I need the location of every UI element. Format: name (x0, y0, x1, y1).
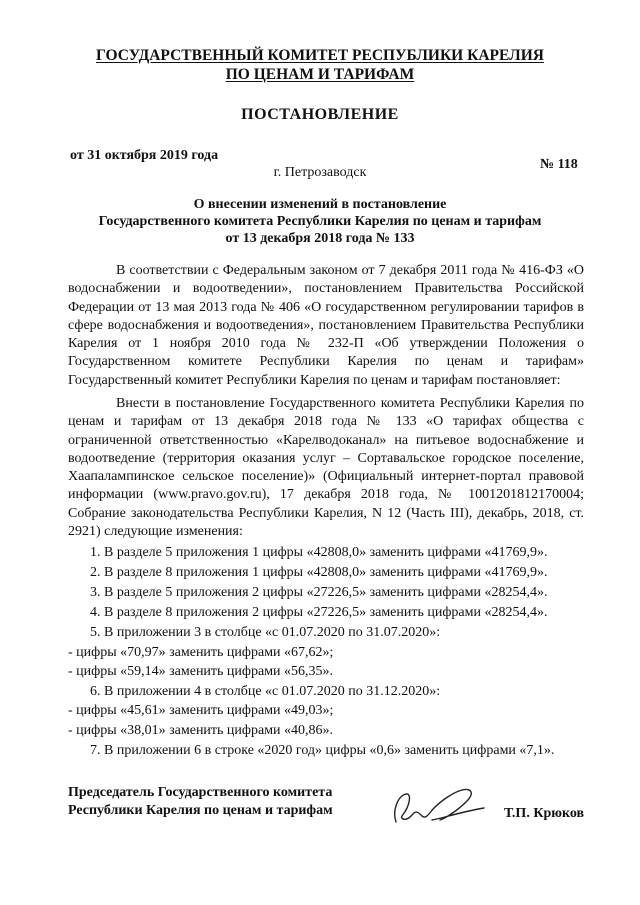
preamble-paragraph: В соответствии с Федеральным законом от 7 декабря 2011 года № 416-ФЗ «О водоснабжении и водоотведении», постановлением Правительства Российской Федерации от 13 мая 2013 года № 406 «О государственном регулировании тарифов в сфере водоснабжения и водоотведения», постановлением Правительства Республики Карелия от 1 ноября 2010 года № 232-П «Об утверждении Положения о Государственном комитете Республики Карелия по ценам и тарифам» Государственный комитет Республики Карелия по ценам и тарифам постановляет: (68, 263, 584, 388)
list-item: 4. В разделе 8 приложения 2 цифры «27226,5» заменить цифрами «28254,4». (90, 605, 548, 620)
org-name-line1: ГОСУДАРСТВЕННЫЙ КОМИТЕТ РЕСПУБЛИКИ КАРЕЛИЯ (96, 47, 544, 64)
list-subitem: - цифры «70,97» заменить цифрами «67,62»; (68, 645, 334, 660)
signatory-title-line2: Республики Карелия по ценам и тарифам (68, 803, 333, 818)
list-item: 1. В разделе 5 приложения 1 цифры «42808,0» заменить цифрами «41769,9». (90, 545, 548, 560)
subject-line2: Государственного комитета Республики Карелия по ценам и тарифам (98, 214, 542, 229)
list-item: 6. В приложении 4 в столбце «с 01.07.2020 по 31.12.2020»: (90, 684, 441, 699)
org-name-line2: ПО ЦЕНАМ И ТАРИФАМ (225, 66, 415, 83)
list-subitem: - цифры «59,14» заменить цифрами «56,35». (68, 664, 334, 679)
subject-line3: от 13 декабря 2018 года № 133 (225, 231, 415, 246)
list-subitem: - цифры «45,61» заменить цифрами «49,03»; (68, 703, 334, 718)
signatory-title-line1: Председатель Государственного комитета (68, 785, 333, 800)
changes-intro-paragraph: Внести в постановление Государственного комитета Республики Карелия по ценам и тарифам от 13 декабря 2018 года № 133 «О тарифах общества с ограниченной ответственностью «Карелводоканал» на питьевое водоснабжение и водоотведение (территория оказания услуг – Сортавальское городское поселение, Хаапалампинское сельское поселение)» (Официальный интернет-портал правовой информации (www.pravo.gov.ru), 17 декабря 2018 года, № 1001201812170004; Собрание законодательства Республики Карелия, N 12 (Часть III), декабрь, 2018, ст. 2921) следующие изменения: (68, 396, 584, 540)
list-item: 3. В разделе 5 приложения 2 цифры «27226,5» заменить цифрами «28254,4». (90, 585, 548, 600)
document-type-title: ПОСТАНОВЛЕНИЕ (241, 106, 399, 123)
document-city: г. Петрозаводск (273, 165, 367, 180)
list-item: 7. В приложении 6 в строке «2020 год» цифры «0,6» заменить цифрами «7,1». (90, 743, 555, 758)
handwritten-signature (388, 782, 498, 828)
list-subitem: - цифры «38,01» заменить цифрами «40,86». (68, 723, 334, 738)
subject-line1: О внесении изменений в постановление (193, 197, 447, 212)
document-date: от 31 октября 2019 года (70, 148, 219, 163)
list-item: 2. В разделе 8 приложения 1 цифры «42808,0» заменить цифрами «41769,9». (90, 565, 548, 580)
document-number: № 118 (540, 157, 578, 172)
list-item: 5. В приложении 3 в столбце «с 01.07.2020 по 31.07.2020»: (90, 625, 441, 640)
signatory-name: Т.П. Крюков (504, 806, 585, 821)
